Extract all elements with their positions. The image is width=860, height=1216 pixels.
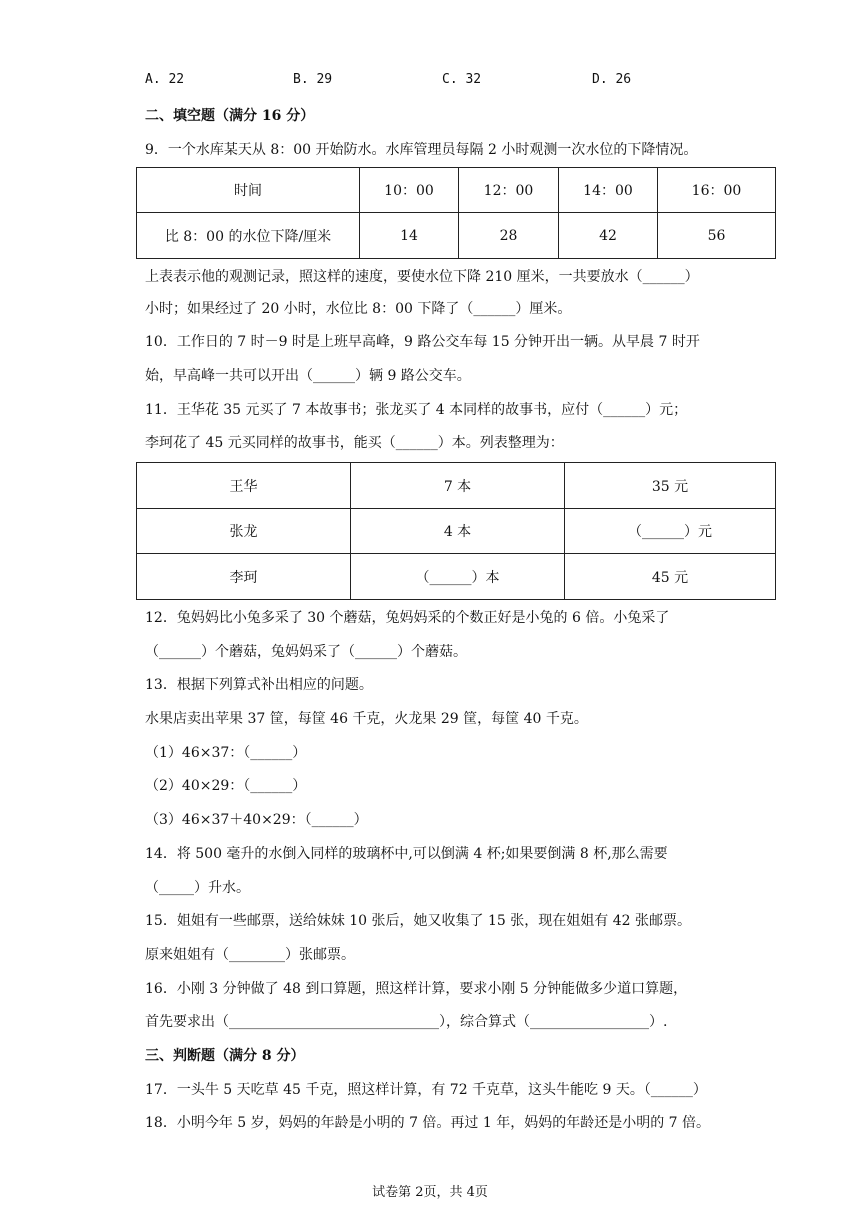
q9-question-line1: 上表表示他的观测记录，照这样的速度，要使水位下降 210 厘米，一共要放水（______） [145, 269, 699, 285]
option-b: B. 29 [293, 72, 333, 87]
q14-line2: （_____）升水。 [145, 880, 250, 896]
q10-line2: 始，早高峰一共可以开出（______）辆 9 路公交车。 [145, 368, 471, 384]
table-cell: 14 [360, 213, 459, 259]
table-cell: 14：00 [559, 168, 658, 213]
q9-text: 9．一个水库某天从 8：00 开始防水。水库管理员每隔 2 小时观测一次水位的下降情况。 [145, 142, 698, 158]
q15-line1: 15．姐姐有一些邮票，送给妹妹 10 张后，她又收集了 15 张，现在姐姐有 42 张邮票。 [145, 913, 691, 929]
q16-line2: 首先要求出（______________________________），综合算式（_________________）. [145, 1014, 668, 1030]
q13-line2: 水果店卖出苹果 37 筐，每筐 46 千克，火龙果 29 筐，每筐 40 千克。 [145, 711, 588, 727]
table-cell: （______）本 [351, 554, 565, 600]
option-a: A. 22 [145, 72, 185, 87]
q8-options [145, 72, 745, 92]
table-row [137, 168, 776, 213]
table-row [137, 463, 776, 509]
table-cell: 7 本 [351, 463, 565, 509]
table-row [137, 554, 776, 600]
q11-line2: 李珂花了 45 元买同样的故事书，能买（______）本。列表整理为： [145, 435, 564, 451]
q14-line1: 14．将 500 毫升的水倒入同样的玻璃杯中,可以倒满 4 杯;如果要倒满 8 杯,那么需要 [145, 846, 668, 862]
table-cell: 56 [658, 213, 776, 259]
table-cell: 28 [459, 213, 559, 259]
table-cell: 16：00 [658, 168, 776, 213]
table-cell: 比 8：00 的水位下降/厘米 [137, 213, 360, 259]
table-cell: （______）元 [565, 509, 776, 554]
table-cell: 35 元 [565, 463, 776, 509]
table-cell: 王华 [137, 463, 351, 509]
option-c: C. 32 [442, 72, 482, 87]
table-cell: 李珂 [137, 554, 351, 600]
table-cell: 45 元 [565, 554, 776, 600]
q13-sub3: （3）46×37＋40×29：（______） [145, 812, 368, 828]
option-d: D. 26 [592, 72, 632, 87]
q13-line1: 13．根据下列算式补出相应的问题。 [145, 677, 373, 693]
table-cell: 时间 [137, 168, 360, 213]
q13-sub1: （1）46×37：（______） [145, 745, 307, 761]
q17-text: 17．一头牛 5 天吃草 45 千克，照这样计算，有 72 千克草，这头牛能吃 9 天。（______） [145, 1082, 707, 1098]
q16-line1: 16．小刚 3 分钟做了 48 到口算题，照这样计算，要求小刚 5 分钟能做多少道口算题， [145, 981, 688, 997]
page-footer: 试卷第 2页，共 4页 [372, 1185, 488, 1200]
table-cell: 42 [559, 213, 658, 259]
q12-line1: 12．兔妈妈比小兔多采了 30 个蘑菇，兔妈妈采的个数正好是小兔的 6 倍。小兔采了 [145, 610, 670, 626]
q12-line2: （______）个蘑菇，兔妈妈采了（______）个蘑菇。 [145, 644, 467, 660]
table-cell: 张龙 [137, 509, 351, 554]
q13-sub2: （2）40×29：（______） [145, 778, 307, 794]
q15-line2: 原来姐姐有（________）张邮票。 [145, 947, 355, 963]
water-level-table [136, 167, 776, 259]
section-fill-in-title: 二、填空题（满分 16 分） [145, 108, 315, 124]
table-cell: 10：00 [360, 168, 459, 213]
table-cell: 12：00 [459, 168, 559, 213]
q18-text: 18．小明今年 5 岁，妈妈的年龄是小明的 7 倍。再过 1 年，妈妈的年龄还是小明的 7 倍。 [145, 1115, 711, 1131]
table-cell: 4 本 [351, 509, 565, 554]
q11-line1: 11．王华花 35 元买了 7 本故事书；张龙买了 4 本同样的故事书，应付（______）元； [145, 402, 688, 418]
storybook-table [136, 462, 776, 600]
table-row [137, 213, 776, 259]
q10-line1: 10．工作日的 7 时－9 时是上班早高峰，9 路公交车每 15 分钟开出一辆。从早晨 7 时开 [145, 334, 700, 350]
q9-question-line2: 小时；如果经过了 20 小时，水位比 8：00 下降了（______）厘米。 [145, 301, 572, 317]
table-row [137, 509, 776, 554]
section-judgement-title: 三、判断题（满分 8 分） [145, 1048, 305, 1064]
